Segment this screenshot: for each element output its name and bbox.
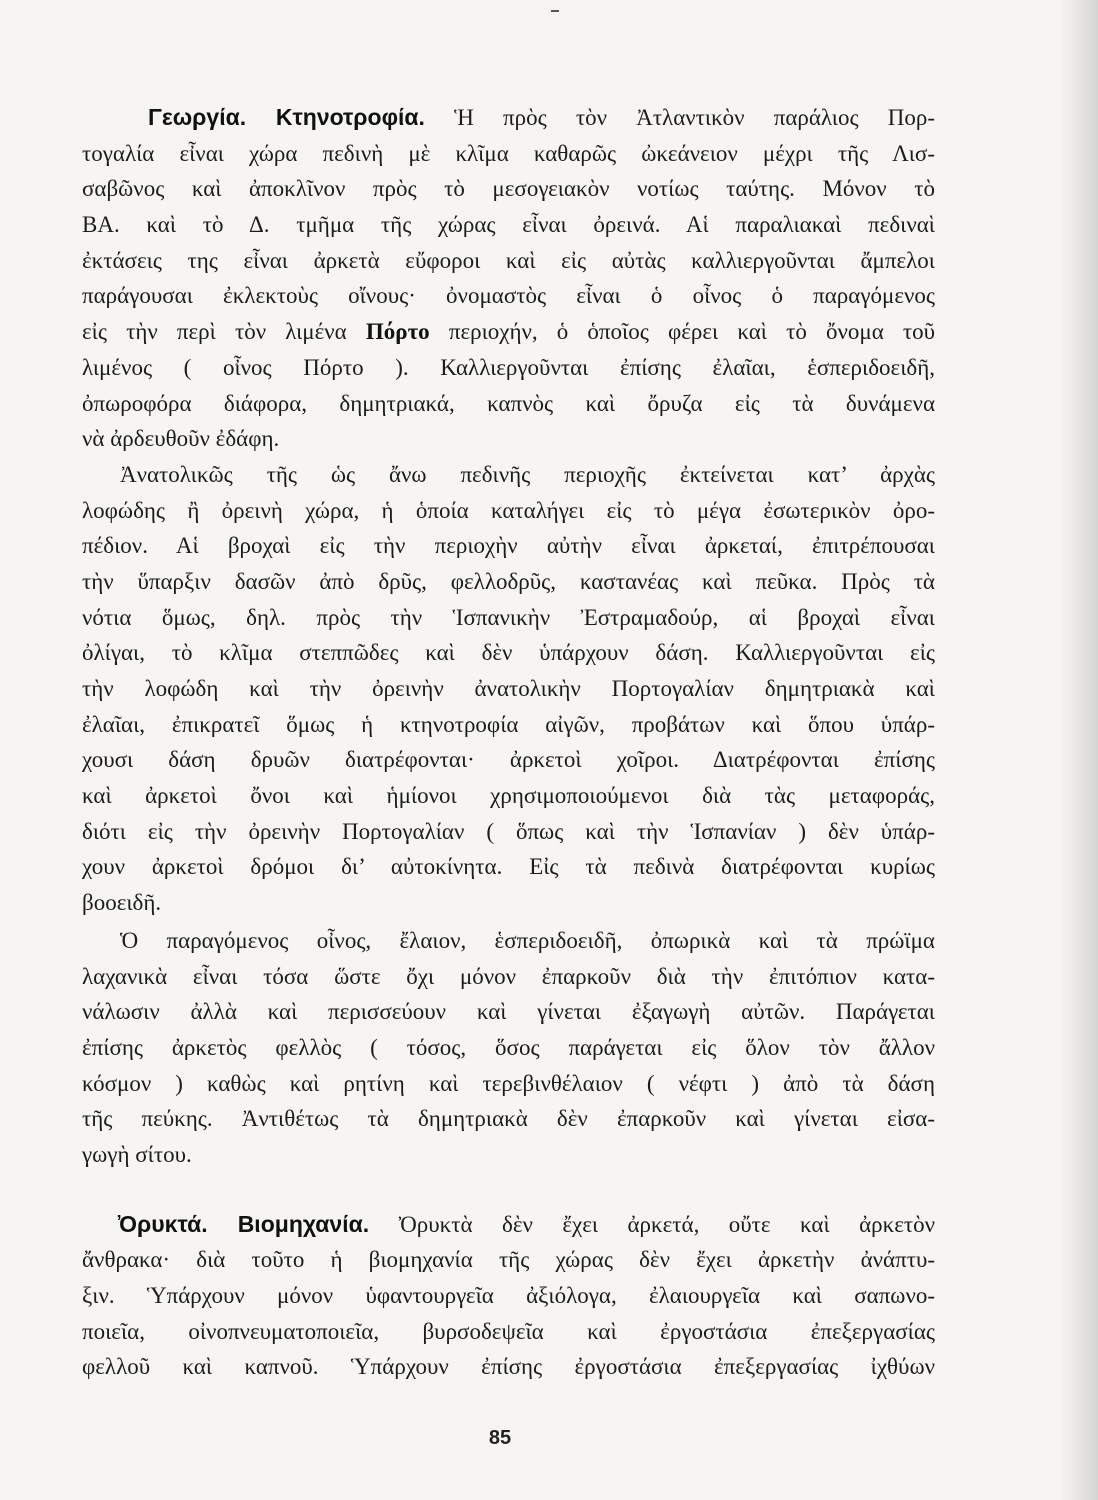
text-line: χουσι δάση δρυῶν διατρέφονται· ἀρκετοὶ χοῖροι. Διατρέφονται ἐπίσης — [82, 747, 935, 773]
text-line: τὴν λοφώδη καὶ τὴν ὀρεινὴν ἀνατολικὴν Πορτογαλίαν δημητριακὰ καὶ — [82, 676, 935, 701]
text-line: λιμένος ( οἶνος Πόρτο ). Καλλιεργοῦνται ἐπίσης ἐλαῖαι, ἑσπεριδοειδῆ, — [82, 354, 935, 380]
text-line: τὴν ὕπαρξιν δασῶν ἀπὸ δρῦς, φελλοδρῦς, καστανέας καὶ πεῦκα. Πρὸς τὰ — [82, 568, 935, 594]
section-heading: Γεωργία. Κτηνοτροφία. — [148, 104, 425, 130]
text-line: καὶ ἀρκετοὶ ὄνοι καὶ ἡμίονοι χρησιμοποιούμενοι διὰ τὰς μεταφοράς, — [82, 783, 935, 809]
text-line: ἐκτάσεις της εἶναι ἀρκετὰ εὔφοροι καὶ εἰς αὐτὰς καλλιεργοῦνται ἄμπελοι — [82, 247, 935, 273]
text-line — [82, 1207, 935, 1243]
text-line: λοφώδης ἢ ὀρεινὴ χώρα, ἡ ὁποία καταλήγει εἰς τὸ μέγα ἐσωτερικὸν ὀρο- — [82, 497, 935, 523]
text-line: σαβῶνος καὶ ἀποκλῖνον πρὸς τὸ μεσογειακὸν νοτίως ταύτης. Μόνον τὸ — [82, 176, 935, 202]
text-line: ἄνθρακα· διὰ τοῦτο ἡ βιομηχανία τῆς χώρας δὲν ἔχει ἀρκετὴν ἀνάπτυ- — [82, 1247, 935, 1273]
text-line — [82, 100, 935, 136]
text-line-content: εἰς τὴν περὶ τὸν λιμένα — [82, 319, 347, 345]
text-line-content: Ὀρυκτὰ δὲν ἔχει ἀρκετά, οὔτε καὶ ἀρκετὸν — [398, 1211, 936, 1237]
text-line: βοοειδῆ. — [82, 890, 162, 916]
text-line: νάλωσιν ἀλλὰ καὶ περισσεύουν καὶ γίνεται ἐξαγωγὴ αὐτῶν. Παράγεται — [82, 999, 935, 1025]
text-line: ξιν. Ὑπάρχουν μόνον ὑφαντουργεῖα ἀξιόλογα, ἐλαιουργεῖα καὶ σαπωνο- — [82, 1283, 935, 1308]
text-line — [82, 314, 935, 350]
paragraph-minerals-industry — [82, 1207, 935, 1385]
text-line: παράγουσαι ἐκλεκτοὺς οἴνους· ὀνομαστὸς εἶναι ὁ οἶνος ὁ παραγόμενος — [82, 283, 935, 309]
text-line: ὀλίγαι, τὸ κλῖμα στεππῶδες καὶ δὲν ὑπάρχουν δάση. Καλλιεργοῦνται εἰς — [82, 640, 935, 666]
text-line: τῆς πεύκης. Ἀντιθέτως τὰ δημητριακὰ δὲν ἐπαρκοῦν καὶ γίνεται εἰσα- — [82, 1106, 935, 1132]
paragraph-agriculture-livestock — [82, 100, 935, 457]
paragraph-exports — [82, 923, 935, 1173]
text-line: φελλοῦ καὶ καπνοῦ. Ὑπάρχουν ἐπίσης ἐργοστάσια ἐπεξεργασίας ἰχθύων — [82, 1354, 935, 1380]
text-line: Ἀνατολικῶς τῆς ὡς ἄνω πεδινῆς περιοχῆς ἐκτείνεται κατ’ ἀρχὰς — [120, 461, 935, 487]
text-line: τογαλία εἶναι χώρα πεδινὴ μὲ κλῖμα καθαρῶς ὠκεάνειον μέχρι τῆς Λισ- — [82, 140, 935, 166]
text-line: Ὁ παραγόμενος οἶνος, ἔλαιον, ἑσπεριδοειδῆ, ὀπωρικὰ καὶ τὰ πρώϊμα — [120, 927, 935, 953]
text-line: διότι εἰς τὴν ὀρεινὴν Πορτογαλίαν ( ὅπως καὶ τὴν Ἱσπανίαν ) δὲν ὑπάρ- — [82, 818, 935, 844]
text-line: ποιεῖα, οἰνοπνευματοποιεῖα, βυρσοδεψεῖα καὶ ἐργοστάσια ἐπεξεργασίας — [82, 1318, 935, 1344]
section-heading: Ὀρυκτά. Βιομηχανία. — [118, 1210, 370, 1237]
text-line: πέδιον. Αἱ βροχαὶ εἰς τὴν περιοχὴν αὐτὴν εἶναι ἀρκεταί, ἐπιτρέπουσαι — [82, 533, 935, 559]
text-line: νότια ὅμως, δηλ. πρὸς τὴν Ἱσπανικὴν Ἐστραμαδούρ, αἱ βροχαὶ εἶναι — [82, 604, 935, 630]
page-edge-shadow — [1060, 0, 1098, 1500]
text-line: ΒΑ. καὶ τὸ Δ. τμῆμα τῆς χώρας εἶναι ὀρεινά. Αἱ παραλιακαὶ πεδιναὶ — [82, 212, 935, 238]
text-line: ἐπίσης ἀρκετὸς φελλὸς ( τόσος, ὅσος παράγεται εἰς ὅλον τὸν ἄλλον — [82, 1034, 935, 1060]
body-text — [82, 100, 935, 1385]
bold-term: Πόρτο — [365, 319, 430, 345]
text-line: χουν ἀρκετοὶ δρόμοι δι’ αὐτοκίνητα. Εἰς τὰ πεδινὰ διατρέφονται κυρίως — [82, 854, 935, 880]
text-line: ὀπωροφόρα διάφορα, δημητριακά, καπνὸς καὶ ὄρυζα εἰς τὰ δυνάμενα — [82, 390, 935, 416]
text-line: γωγὴ σίτου. — [82, 1141, 192, 1167]
page-number: 85 — [488, 1427, 512, 1449]
scan-mark — [551, 10, 559, 12]
text-line: ἐλαῖαι, ἐπικρατεῖ ὅμως ἡ κτηνοτροφία αἰγῶν, προβάτων καὶ ὅπου ὑπάρ- — [82, 711, 935, 737]
text-line-content: Ἡ πρὸς τὸν Ἀτλαντικὸν παράλιος Πορ- — [454, 105, 936, 130]
text-line-content: περιοχήν, ὁ ὁποῖος φέρει καὶ τὸ ὄνομα τοῦ — [448, 319, 936, 345]
text-line: κόσμον ) καθὼς καὶ ρητίνη καὶ τερεβινθέλαιον ( νέφτι ) ἀπὸ τὰ δάση — [82, 1070, 935, 1096]
text-line: νὰ ἀρδευθοῦν ἐδάφη. — [82, 426, 280, 452]
paragraph-east-region — [82, 457, 935, 921]
text-line: λαχανικὰ εἶναι τόσα ὥστε ὄχι μόνον ἐπαρκοῦν διὰ τὴν ἐπιτόπιον κατα- — [82, 963, 935, 989]
